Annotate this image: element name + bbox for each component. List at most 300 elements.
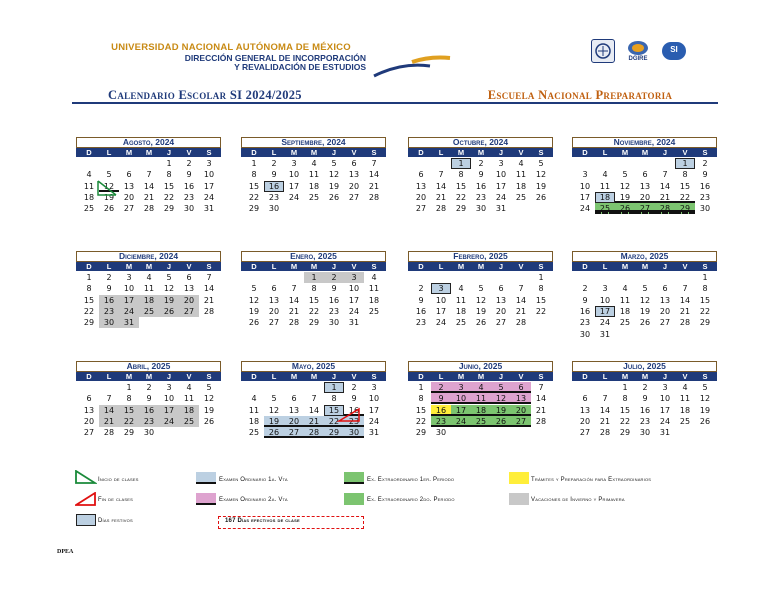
day-cell: 10 bbox=[163, 394, 175, 404]
day-cell: 11 bbox=[679, 394, 691, 404]
day-cell: 1 bbox=[324, 382, 344, 393]
weekday-header bbox=[408, 262, 553, 271]
weekday-label: J bbox=[166, 372, 172, 381]
day-cell: 27 bbox=[579, 428, 591, 438]
day-cell: 13 bbox=[268, 295, 280, 305]
day-cell: 13 bbox=[83, 405, 95, 415]
weekday-label: M bbox=[125, 148, 133, 157]
day-cell: 10 bbox=[659, 394, 671, 404]
weekday-label: M bbox=[145, 148, 153, 157]
weekday-header bbox=[241, 148, 386, 157]
day-cell: 3 bbox=[662, 383, 668, 392]
day-cell: 15 bbox=[679, 181, 691, 191]
day-cell: 11 bbox=[143, 284, 155, 294]
day-cell: 7 bbox=[662, 170, 668, 180]
day-cell: 24 bbox=[495, 192, 507, 202]
day-cell: 26 bbox=[103, 204, 115, 214]
unam-seal-icon bbox=[591, 39, 615, 63]
day-cell: 19 bbox=[475, 306, 487, 316]
day-cell: 13 bbox=[348, 170, 360, 180]
day-cell: 5 bbox=[478, 284, 484, 294]
day-cell: 26 bbox=[535, 192, 547, 202]
day-cell: 27 bbox=[348, 192, 360, 202]
weekday-label: D bbox=[418, 262, 424, 271]
day-cell: 3 bbox=[498, 159, 504, 168]
day-cell: 7 bbox=[206, 273, 212, 282]
weekday-header bbox=[572, 262, 717, 271]
school-name: Escuela Nacional Preparatoria bbox=[487, 88, 673, 102]
day-cell: 16 bbox=[328, 295, 340, 305]
weekday-label: S bbox=[371, 262, 377, 271]
weekday-label: S bbox=[538, 262, 544, 271]
day-cell: 14 bbox=[435, 181, 447, 191]
day-cell: 23 bbox=[699, 192, 711, 202]
day-cell: 12 bbox=[328, 170, 340, 180]
day-cell: 19 bbox=[491, 405, 511, 416]
day-cell: 21 bbox=[143, 192, 155, 202]
day-cell: 10 bbox=[451, 393, 471, 404]
day-cell: 21 bbox=[99, 416, 119, 427]
day-cell: 25 bbox=[455, 318, 467, 328]
day-cell: 8 bbox=[251, 170, 257, 180]
weekday-label: J bbox=[662, 262, 668, 271]
day-cell: 8 bbox=[166, 170, 172, 180]
day-cell: 30 bbox=[699, 204, 711, 214]
direccion-line: DIRECCIÓN GENERAL DE INCORPORACIÓN bbox=[184, 53, 366, 63]
day-cell: 21 bbox=[304, 416, 324, 427]
day-cell: 29 bbox=[83, 318, 95, 328]
weekday-label: M bbox=[290, 148, 298, 157]
weekday-label: J bbox=[662, 148, 668, 157]
day-cell: 24 bbox=[368, 416, 380, 426]
day-cell: 19 bbox=[615, 192, 635, 203]
day-cell: 2 bbox=[186, 159, 192, 168]
day-cell: 17 bbox=[595, 306, 615, 317]
day-cell: 22 bbox=[415, 416, 427, 426]
day-cell: 31 bbox=[348, 318, 360, 328]
day-cell: 9 bbox=[478, 170, 484, 180]
day-cell: 21 bbox=[535, 405, 547, 415]
weekday-label: D bbox=[251, 148, 257, 157]
day-cell: 20 bbox=[415, 192, 427, 202]
month-title: Julio, 2025 bbox=[572, 361, 717, 372]
weekday-label: L bbox=[271, 262, 277, 271]
day-cell: 15 bbox=[455, 181, 467, 191]
day-cell: 4 bbox=[311, 159, 317, 168]
day-cell: 20 bbox=[348, 181, 360, 191]
day-cell: 27 bbox=[511, 416, 531, 427]
day-cell: 11 bbox=[471, 393, 491, 404]
day-cell: 1 bbox=[251, 159, 257, 168]
day-cell: 23 bbox=[139, 416, 159, 427]
day-cell: 27 bbox=[268, 318, 280, 328]
day-cell: 16 bbox=[264, 181, 284, 192]
month-title: Septiembre, 2024 bbox=[241, 137, 386, 148]
swoosh-graphic bbox=[372, 52, 452, 80]
day-cell: 13 bbox=[183, 284, 195, 294]
day-cell: 27 bbox=[83, 428, 95, 438]
day-cell: 28 bbox=[304, 427, 324, 438]
day-cell: 16 bbox=[99, 295, 119, 306]
day-cell: 3 bbox=[431, 283, 451, 294]
footer-code: DPEA bbox=[57, 549, 74, 555]
day-cell: 12 bbox=[248, 295, 260, 305]
day-cell: 23 bbox=[183, 192, 195, 202]
day-cell: 20 bbox=[268, 306, 280, 316]
day-cell: 20 bbox=[579, 416, 591, 426]
day-cell: 8 bbox=[86, 284, 92, 294]
day-cell: 15 bbox=[324, 405, 344, 416]
day-cell: 15 bbox=[415, 405, 427, 415]
day-cell: 31 bbox=[495, 204, 507, 214]
weekday-header bbox=[572, 148, 717, 157]
dias-efectivos-box bbox=[218, 516, 364, 529]
weekday-label: M bbox=[457, 148, 465, 157]
day-cell: 3 bbox=[602, 284, 608, 294]
day-cell: 20 bbox=[495, 306, 507, 316]
weekday-label: D bbox=[582, 262, 588, 271]
day-cell: 5 bbox=[271, 394, 277, 404]
day-cell: 23 bbox=[475, 192, 487, 202]
day-cell: 3 bbox=[371, 383, 377, 392]
weekday-label: M bbox=[621, 148, 629, 157]
day-cell: 18 bbox=[515, 181, 527, 191]
weekday-label: J bbox=[498, 372, 504, 381]
month-title: Junio, 2025 bbox=[408, 361, 553, 372]
day-cell: 20 bbox=[511, 405, 531, 416]
day-cell: 2 bbox=[106, 273, 112, 282]
weekday-label: M bbox=[145, 372, 153, 381]
day-cell: 14 bbox=[308, 405, 320, 415]
day-cell: 15 bbox=[248, 181, 260, 191]
day-cell: 11 bbox=[183, 394, 195, 404]
day-cell: 2 bbox=[431, 382, 451, 393]
day-cell: 13 bbox=[659, 295, 671, 305]
weekday-label: V bbox=[351, 148, 357, 157]
day-cell: 7 bbox=[146, 170, 152, 180]
day-cell: 29 bbox=[324, 427, 344, 438]
day-cell: 8 bbox=[418, 394, 424, 404]
weekday-label: L bbox=[106, 262, 112, 271]
weekday-label: V bbox=[682, 372, 688, 381]
day-cell: 1 bbox=[702, 273, 708, 282]
day-cell: 15 bbox=[119, 405, 139, 416]
day-cell: 24 bbox=[659, 416, 671, 426]
day-cell: 29 bbox=[619, 428, 631, 438]
day-cell: 7 bbox=[291, 284, 297, 294]
day-cell: 17 bbox=[348, 295, 360, 305]
day-cell: 4 bbox=[622, 284, 628, 294]
month-title: Octubre, 2024 bbox=[408, 137, 553, 148]
inicio-clases-icon bbox=[75, 470, 97, 484]
day-cell: 8 bbox=[682, 170, 688, 180]
weekday-label: J bbox=[331, 372, 337, 381]
day-cell: 4 bbox=[682, 383, 688, 392]
day-cell: 30 bbox=[143, 428, 155, 438]
day-cell: 3 bbox=[166, 383, 172, 392]
day-cell: 21 bbox=[599, 416, 611, 426]
day-cell: 2 bbox=[478, 159, 484, 168]
day-cell: 4 bbox=[86, 170, 92, 180]
day-cell: 18 bbox=[471, 405, 491, 416]
weekday-label: M bbox=[477, 372, 485, 381]
month-title: Noviembre, 2024 bbox=[572, 137, 717, 148]
day-cell: 6 bbox=[126, 170, 132, 180]
weekday-label: V bbox=[186, 262, 192, 271]
day-cell: 2 bbox=[702, 159, 708, 168]
day-cell: 29 bbox=[675, 203, 695, 214]
weekday-label: M bbox=[145, 262, 153, 271]
day-cell: 25 bbox=[139, 306, 159, 317]
month-title: Abril, 2025 bbox=[76, 361, 221, 372]
weekday-label: L bbox=[602, 372, 608, 381]
day-cell: 19 bbox=[203, 405, 215, 415]
day-cell: 15 bbox=[163, 181, 175, 191]
day-cell: 14 bbox=[368, 170, 380, 180]
weekday-header bbox=[408, 148, 553, 157]
weekday-label: S bbox=[538, 372, 544, 381]
day-cell: 1 bbox=[126, 383, 132, 392]
day-cell: 28 bbox=[143, 204, 155, 214]
day-cell: 9 bbox=[351, 394, 357, 404]
weekday-label: J bbox=[498, 262, 504, 271]
day-cell: 2 bbox=[351, 383, 357, 392]
day-cell: 7 bbox=[682, 284, 688, 294]
day-cell: 8 bbox=[331, 394, 337, 404]
weekday-label: D bbox=[582, 148, 588, 157]
day-cell: 29 bbox=[699, 318, 711, 328]
weekday-header bbox=[241, 372, 386, 381]
weekday-label: L bbox=[271, 372, 277, 381]
day-cell: 19 bbox=[264, 416, 284, 427]
day-cell: 11 bbox=[515, 170, 527, 180]
day-cell: 24 bbox=[159, 416, 179, 427]
day-cell: 1 bbox=[166, 159, 172, 168]
weekday-label: D bbox=[418, 372, 424, 381]
month-title: Marzo, 2025 bbox=[572, 251, 717, 262]
day-cell: 28 bbox=[515, 318, 527, 328]
day-cell: 6 bbox=[498, 284, 504, 294]
day-cell: 22 bbox=[535, 306, 547, 316]
day-cell: 2 bbox=[324, 272, 344, 283]
day-cell: 30 bbox=[99, 317, 119, 328]
day-cell: 23 bbox=[268, 192, 280, 202]
weekday-label: D bbox=[86, 372, 92, 381]
day-cell: 5 bbox=[251, 284, 257, 294]
day-cell: 19 bbox=[328, 181, 340, 191]
day-cell: 27 bbox=[659, 318, 671, 328]
day-cell: 11 bbox=[619, 295, 631, 305]
weekday-label: M bbox=[457, 372, 465, 381]
day-cell: 14 bbox=[599, 405, 611, 415]
day-cell: 25 bbox=[515, 192, 527, 202]
day-cell: 12 bbox=[491, 393, 511, 404]
day-cell: 4 bbox=[518, 159, 524, 168]
day-cell: 6 bbox=[662, 284, 668, 294]
festivos-swatch bbox=[76, 514, 96, 526]
day-cell: 11 bbox=[83, 181, 95, 191]
weekday-label: V bbox=[186, 148, 192, 157]
day-cell: 31 bbox=[599, 329, 611, 339]
weekday-label: L bbox=[602, 148, 608, 157]
day-cell: 25 bbox=[679, 416, 691, 426]
day-cell: 17 bbox=[159, 405, 179, 416]
weekday-label: D bbox=[251, 372, 257, 381]
day-cell: 17 bbox=[288, 181, 300, 191]
revalidacion-line: Y REVALIDACIÓN DE ESTUDIOS bbox=[234, 62, 366, 72]
weekday-header bbox=[76, 262, 221, 271]
weekday-label: S bbox=[371, 148, 377, 157]
weekday-label: J bbox=[331, 262, 337, 271]
day-cell: 4 bbox=[186, 383, 192, 392]
day-cell: 8 bbox=[311, 284, 317, 294]
weekday-label: S bbox=[702, 262, 708, 271]
day-cell: 10 bbox=[288, 170, 300, 180]
day-cell: 26 bbox=[203, 416, 215, 426]
day-cell: 28 bbox=[679, 318, 691, 328]
day-cell: 6 bbox=[271, 284, 277, 294]
day-cell: 7 bbox=[602, 394, 608, 404]
dgire-logo-text: DGIRE bbox=[628, 56, 648, 62]
weekday-label: M bbox=[621, 372, 629, 381]
day-cell: 16 bbox=[183, 181, 195, 191]
day-cell: 1 bbox=[622, 383, 628, 392]
day-cell: 9 bbox=[186, 170, 192, 180]
day-cell: 31 bbox=[659, 428, 671, 438]
day-cell: 21 bbox=[368, 181, 380, 191]
day-cell: 26 bbox=[328, 192, 340, 202]
weekday-label: M bbox=[290, 262, 298, 271]
day-cell: 5 bbox=[491, 382, 511, 393]
day-cell: 22 bbox=[83, 306, 95, 316]
day-cell: 23 bbox=[344, 416, 364, 427]
day-cell: 19 bbox=[535, 181, 547, 191]
day-cell: 9 bbox=[146, 394, 152, 404]
day-cell: 27 bbox=[415, 204, 427, 214]
day-cell: 28 bbox=[535, 416, 547, 426]
day-cell: 28 bbox=[655, 203, 675, 214]
day-cell: 26 bbox=[248, 318, 260, 328]
month-title: Febrero, 2025 bbox=[408, 251, 553, 262]
day-cell: 25 bbox=[308, 192, 320, 202]
month-title: Enero, 2025 bbox=[241, 251, 386, 262]
day-cell: 11 bbox=[455, 295, 467, 305]
day-cell: 13 bbox=[511, 393, 531, 404]
day-cell: 4 bbox=[471, 382, 491, 393]
weekday-label: V bbox=[186, 372, 192, 381]
day-cell: 20 bbox=[83, 416, 95, 426]
day-cell: 13 bbox=[579, 405, 591, 415]
day-cell: 20 bbox=[635, 192, 655, 203]
day-cell: 21 bbox=[288, 306, 300, 316]
day-cell: 13 bbox=[415, 181, 427, 191]
day-cell: 14 bbox=[99, 405, 119, 416]
weekday-label: L bbox=[271, 148, 277, 157]
day-cell: 10 bbox=[599, 295, 611, 305]
day-cell: 3 bbox=[291, 159, 297, 168]
day-cell: 25 bbox=[179, 416, 199, 427]
day-cell: 4 bbox=[602, 170, 608, 180]
day-cell: 11 bbox=[368, 284, 380, 294]
day-cell: 22 bbox=[308, 306, 320, 316]
day-cell: 1 bbox=[418, 383, 424, 392]
day-cell: 24 bbox=[599, 318, 611, 328]
day-cell: 22 bbox=[619, 416, 631, 426]
day-cell: 14 bbox=[659, 181, 671, 191]
day-cell: 16 bbox=[475, 181, 487, 191]
dgire-logo-icon bbox=[621, 39, 655, 65]
day-cell: 11 bbox=[599, 181, 611, 191]
weekday-label: J bbox=[331, 148, 337, 157]
day-cell: 30 bbox=[344, 427, 364, 438]
legend-festivos-label: Días festivos bbox=[98, 518, 133, 524]
weekday-label: M bbox=[621, 262, 629, 271]
day-cell: 20 bbox=[284, 416, 304, 427]
month-title: Agosto, 2024 bbox=[76, 137, 221, 148]
day-cell: 10 bbox=[123, 284, 135, 294]
day-cell: 22 bbox=[324, 416, 344, 427]
weekday-label: V bbox=[518, 372, 524, 381]
day-cell: 10 bbox=[435, 295, 447, 305]
day-cell: 17 bbox=[435, 306, 447, 316]
day-cell: 18 bbox=[139, 295, 159, 306]
day-cell: 5 bbox=[622, 170, 628, 180]
day-cell: 15 bbox=[535, 295, 547, 305]
day-cell: 21 bbox=[679, 306, 691, 316]
weekday-label: M bbox=[477, 148, 485, 157]
day-cell: 30 bbox=[639, 428, 651, 438]
day-cell: 16 bbox=[699, 181, 711, 191]
day-cell: 18 bbox=[595, 192, 615, 203]
weekday-label: L bbox=[602, 262, 608, 271]
day-cell: 10 bbox=[348, 284, 360, 294]
day-cell: 3 bbox=[344, 272, 364, 283]
day-cell: 14 bbox=[288, 295, 300, 305]
weekday-label: J bbox=[498, 148, 504, 157]
day-cell: 16 bbox=[139, 405, 159, 416]
day-cell: 2 bbox=[271, 159, 277, 168]
day-cell: 7 bbox=[518, 284, 524, 294]
day-cell: 24 bbox=[579, 204, 591, 214]
day-cell: 12 bbox=[475, 295, 487, 305]
day-cell: 13 bbox=[288, 405, 300, 415]
weekday-label: V bbox=[351, 262, 357, 271]
day-cell: 2 bbox=[146, 383, 152, 392]
day-cell: 25 bbox=[619, 318, 631, 328]
vacaciones-swatch bbox=[509, 493, 529, 505]
day-cell: 28 bbox=[288, 318, 300, 328]
weekday-label: L bbox=[438, 372, 444, 381]
day-cell: 17 bbox=[579, 192, 591, 202]
weekday-label: M bbox=[641, 262, 649, 271]
day-cell: 23 bbox=[431, 416, 451, 427]
weekday-label: M bbox=[125, 262, 133, 271]
day-cell: 17 bbox=[203, 181, 215, 191]
weekday-label: M bbox=[310, 372, 318, 381]
day-cell: 14 bbox=[535, 394, 547, 404]
legend-vacaciones-label: Vacaciones de Invierno y Primavera bbox=[531, 497, 625, 503]
si-logo-icon bbox=[662, 42, 686, 60]
day-cell: 9 bbox=[642, 394, 648, 404]
day-cell: 25 bbox=[248, 428, 260, 438]
day-cell: 26 bbox=[159, 306, 179, 317]
day-cell: 18 bbox=[455, 306, 467, 316]
weekday-label: M bbox=[457, 262, 465, 271]
day-cell: 18 bbox=[679, 405, 691, 415]
day-cell: 30 bbox=[328, 318, 340, 328]
ord1-swatch bbox=[196, 472, 216, 484]
day-cell: 30 bbox=[268, 204, 280, 214]
